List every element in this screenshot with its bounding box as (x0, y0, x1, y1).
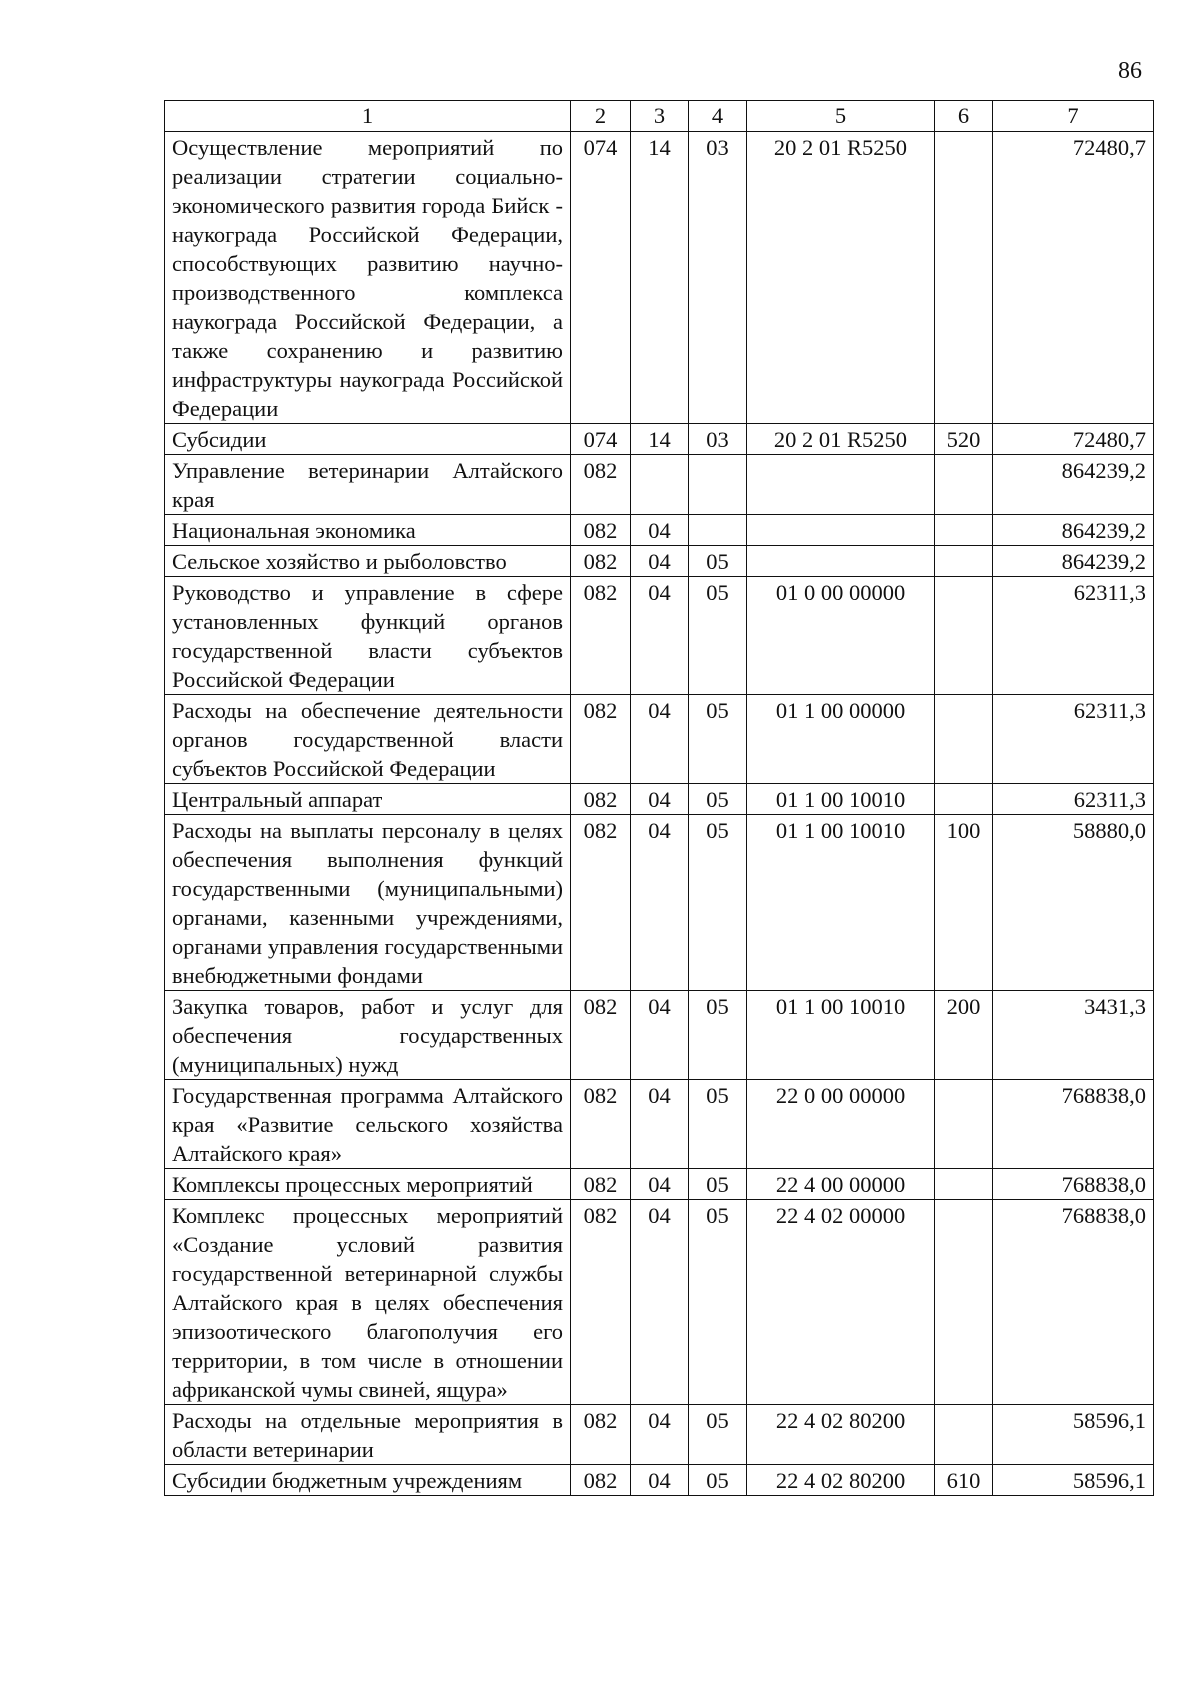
amount-cell: 58880,0 (993, 815, 1154, 991)
expense-type-cell (935, 546, 993, 577)
subsection-code-cell (689, 515, 747, 546)
subsection-code-cell: 05 (689, 1169, 747, 1200)
subsection-code-cell: 05 (689, 1080, 747, 1169)
section-code-cell: 04 (631, 1405, 689, 1465)
row-name-cell: Комплекс процессных мероприятий «Создание условий развития государственной ветеринарной службы Алтайского края в целях обеспечения эпизоотического благополучия его территории, в том числе в отношении африканской чумы свиней, ящура» (165, 1200, 571, 1405)
target-article-cell: 20 2 01 R5250 (747, 424, 935, 455)
column-header: 2 (571, 101, 631, 132)
table-row (165, 546, 1154, 577)
section-code-cell: 14 (631, 424, 689, 455)
amount-cell: 72480,7 (993, 424, 1154, 455)
target-article-cell: 01 1 00 10010 (747, 991, 935, 1080)
amount-cell: 58596,1 (993, 1465, 1154, 1496)
amount-cell: 3431,3 (993, 991, 1154, 1080)
target-article-cell: 01 1 00 10010 (747, 815, 935, 991)
section-code-cell: 04 (631, 695, 689, 784)
amount-cell: 864239,2 (993, 515, 1154, 546)
expense-type-cell (935, 1405, 993, 1465)
ministry-code-cell: 082 (571, 1169, 631, 1200)
row-name-cell: Руководство и управление в сфере установленных функций органов государственной власти субъектов Российской Федерации (165, 577, 571, 695)
section-code-cell: 04 (631, 1200, 689, 1405)
ministry-code-cell: 082 (571, 577, 631, 695)
target-article-cell: 22 0 00 00000 (747, 1080, 935, 1169)
ministry-code-cell: 082 (571, 991, 631, 1080)
target-article-cell: 22 4 00 00000 (747, 1169, 935, 1200)
expense-type-cell (935, 577, 993, 695)
table-row (165, 815, 1154, 991)
amount-cell: 62311,3 (993, 577, 1154, 695)
subsection-code-cell (689, 455, 747, 515)
ministry-code-cell: 082 (571, 1465, 631, 1496)
section-code-cell: 04 (631, 815, 689, 991)
table-row (165, 1169, 1154, 1200)
section-code-cell: 04 (631, 784, 689, 815)
target-article-cell: 22 4 02 80200 (747, 1465, 935, 1496)
section-code-cell: 04 (631, 1465, 689, 1496)
subsection-code-cell: 03 (689, 132, 747, 424)
row-name-cell: Осуществление мероприятий по реализации стратегии социально-экономического развития города Бийск - наукограда Российской Федерации, способствующих развитию научно-производственного комплекса наукограда Российской Федерации, а также сохранению и развитию инфраструктуры наукограда Российской Федерации (165, 132, 571, 424)
ministry-code-cell: 082 (571, 695, 631, 784)
subsection-code-cell: 05 (689, 1200, 747, 1405)
table-row (165, 1405, 1154, 1465)
row-name-cell: Национальная экономика (165, 515, 571, 546)
target-article-cell (747, 546, 935, 577)
table-row (165, 132, 1154, 424)
target-article-cell (747, 515, 935, 546)
table-row (165, 695, 1154, 784)
ministry-code-cell: 082 (571, 1405, 631, 1465)
expense-type-cell (935, 1169, 993, 1200)
row-name-cell: Управление ветеринарии Алтайского края (165, 455, 571, 515)
subsection-code-cell: 05 (689, 991, 747, 1080)
section-code-cell: 04 (631, 577, 689, 695)
row-name-cell: Центральный аппарат (165, 784, 571, 815)
table-row (165, 784, 1154, 815)
expense-type-cell (935, 1200, 993, 1405)
ministry-code-cell: 082 (571, 455, 631, 515)
subsection-code-cell: 05 (689, 695, 747, 784)
expense-type-cell: 200 (935, 991, 993, 1080)
table-header-row (165, 101, 1154, 132)
section-code-cell: 14 (631, 132, 689, 424)
table-row (165, 991, 1154, 1080)
expense-type-cell: 100 (935, 815, 993, 991)
column-header: 5 (747, 101, 935, 132)
subsection-code-cell: 05 (689, 815, 747, 991)
target-article-cell (747, 455, 935, 515)
column-header: 7 (993, 101, 1154, 132)
subsection-code-cell: 05 (689, 577, 747, 695)
subsection-code-cell: 05 (689, 546, 747, 577)
section-code-cell: 04 (631, 515, 689, 546)
amount-cell: 58596,1 (993, 1405, 1154, 1465)
target-article-cell: 22 4 02 80200 (747, 1405, 935, 1465)
budget-table (164, 100, 1154, 1496)
row-name-cell: Субсидии бюджетным учреждениям (165, 1465, 571, 1496)
target-article-cell: 01 1 00 10010 (747, 784, 935, 815)
expense-type-cell: 610 (935, 1465, 993, 1496)
row-name-cell: Расходы на выплаты персоналу в целях обеспечения выполнения функций государственными (муниципальными) органами, казенными учреждениями, органами управления государственными внебюджетными фондами (165, 815, 571, 991)
table-row (165, 424, 1154, 455)
ministry-code-cell: 082 (571, 1080, 631, 1169)
column-header: 3 (631, 101, 689, 132)
subsection-code-cell: 05 (689, 784, 747, 815)
section-code-cell (631, 455, 689, 515)
row-name-cell: Расходы на обеспечение деятельности органов государственной власти субъектов Российской Федерации (165, 695, 571, 784)
expense-type-cell (935, 1080, 993, 1169)
amount-cell: 72480,7 (993, 132, 1154, 424)
ministry-code-cell: 074 (571, 132, 631, 424)
ministry-code-cell: 082 (571, 515, 631, 546)
column-header: 1 (165, 101, 571, 132)
row-name-cell: Сельское хозяйство и рыболовство (165, 546, 571, 577)
amount-cell: 864239,2 (993, 546, 1154, 577)
amount-cell: 768838,0 (993, 1080, 1154, 1169)
target-article-cell: 20 2 01 R5250 (747, 132, 935, 424)
table-row (165, 455, 1154, 515)
column-header: 6 (935, 101, 993, 132)
section-code-cell: 04 (631, 546, 689, 577)
expense-type-cell (935, 695, 993, 784)
section-code-cell: 04 (631, 1080, 689, 1169)
table-body (165, 132, 1154, 1496)
expense-type-cell (935, 784, 993, 815)
table-row (165, 515, 1154, 546)
table-row (165, 577, 1154, 695)
expense-type-cell (935, 132, 993, 424)
expense-type-cell: 520 (935, 424, 993, 455)
amount-cell: 62311,3 (993, 695, 1154, 784)
row-name-cell: Расходы на отдельные мероприятия в области ветеринарии (165, 1405, 571, 1465)
row-name-cell: Субсидии (165, 424, 571, 455)
target-article-cell: 01 1 00 00000 (747, 695, 935, 784)
subsection-code-cell: 05 (689, 1465, 747, 1496)
table-row (165, 1465, 1154, 1496)
page-number: 86 (1118, 58, 1142, 84)
expense-type-cell (935, 515, 993, 546)
row-name-cell: Государственная программа Алтайского края «Развитие сельского хозяйства Алтайского края» (165, 1080, 571, 1169)
expense-type-cell (935, 455, 993, 515)
table-row (165, 1200, 1154, 1405)
ministry-code-cell: 074 (571, 424, 631, 455)
section-code-cell: 04 (631, 1169, 689, 1200)
section-code-cell: 04 (631, 991, 689, 1080)
row-name-cell: Закупка товаров, работ и услуг для обеспечения государственных (муниципальных) нужд (165, 991, 571, 1080)
table-row (165, 1080, 1154, 1169)
subsection-code-cell: 03 (689, 424, 747, 455)
subsection-code-cell: 05 (689, 1405, 747, 1465)
ministry-code-cell: 082 (571, 546, 631, 577)
target-article-cell: 01 0 00 00000 (747, 577, 935, 695)
amount-cell: 768838,0 (993, 1169, 1154, 1200)
ministry-code-cell: 082 (571, 1200, 631, 1405)
column-header: 4 (689, 101, 747, 132)
ministry-code-cell: 082 (571, 815, 631, 991)
amount-cell: 62311,3 (993, 784, 1154, 815)
row-name-cell: Комплексы процессных мероприятий (165, 1169, 571, 1200)
ministry-code-cell: 082 (571, 784, 631, 815)
amount-cell: 768838,0 (993, 1200, 1154, 1405)
amount-cell: 864239,2 (993, 455, 1154, 515)
target-article-cell: 22 4 02 00000 (747, 1200, 935, 1405)
